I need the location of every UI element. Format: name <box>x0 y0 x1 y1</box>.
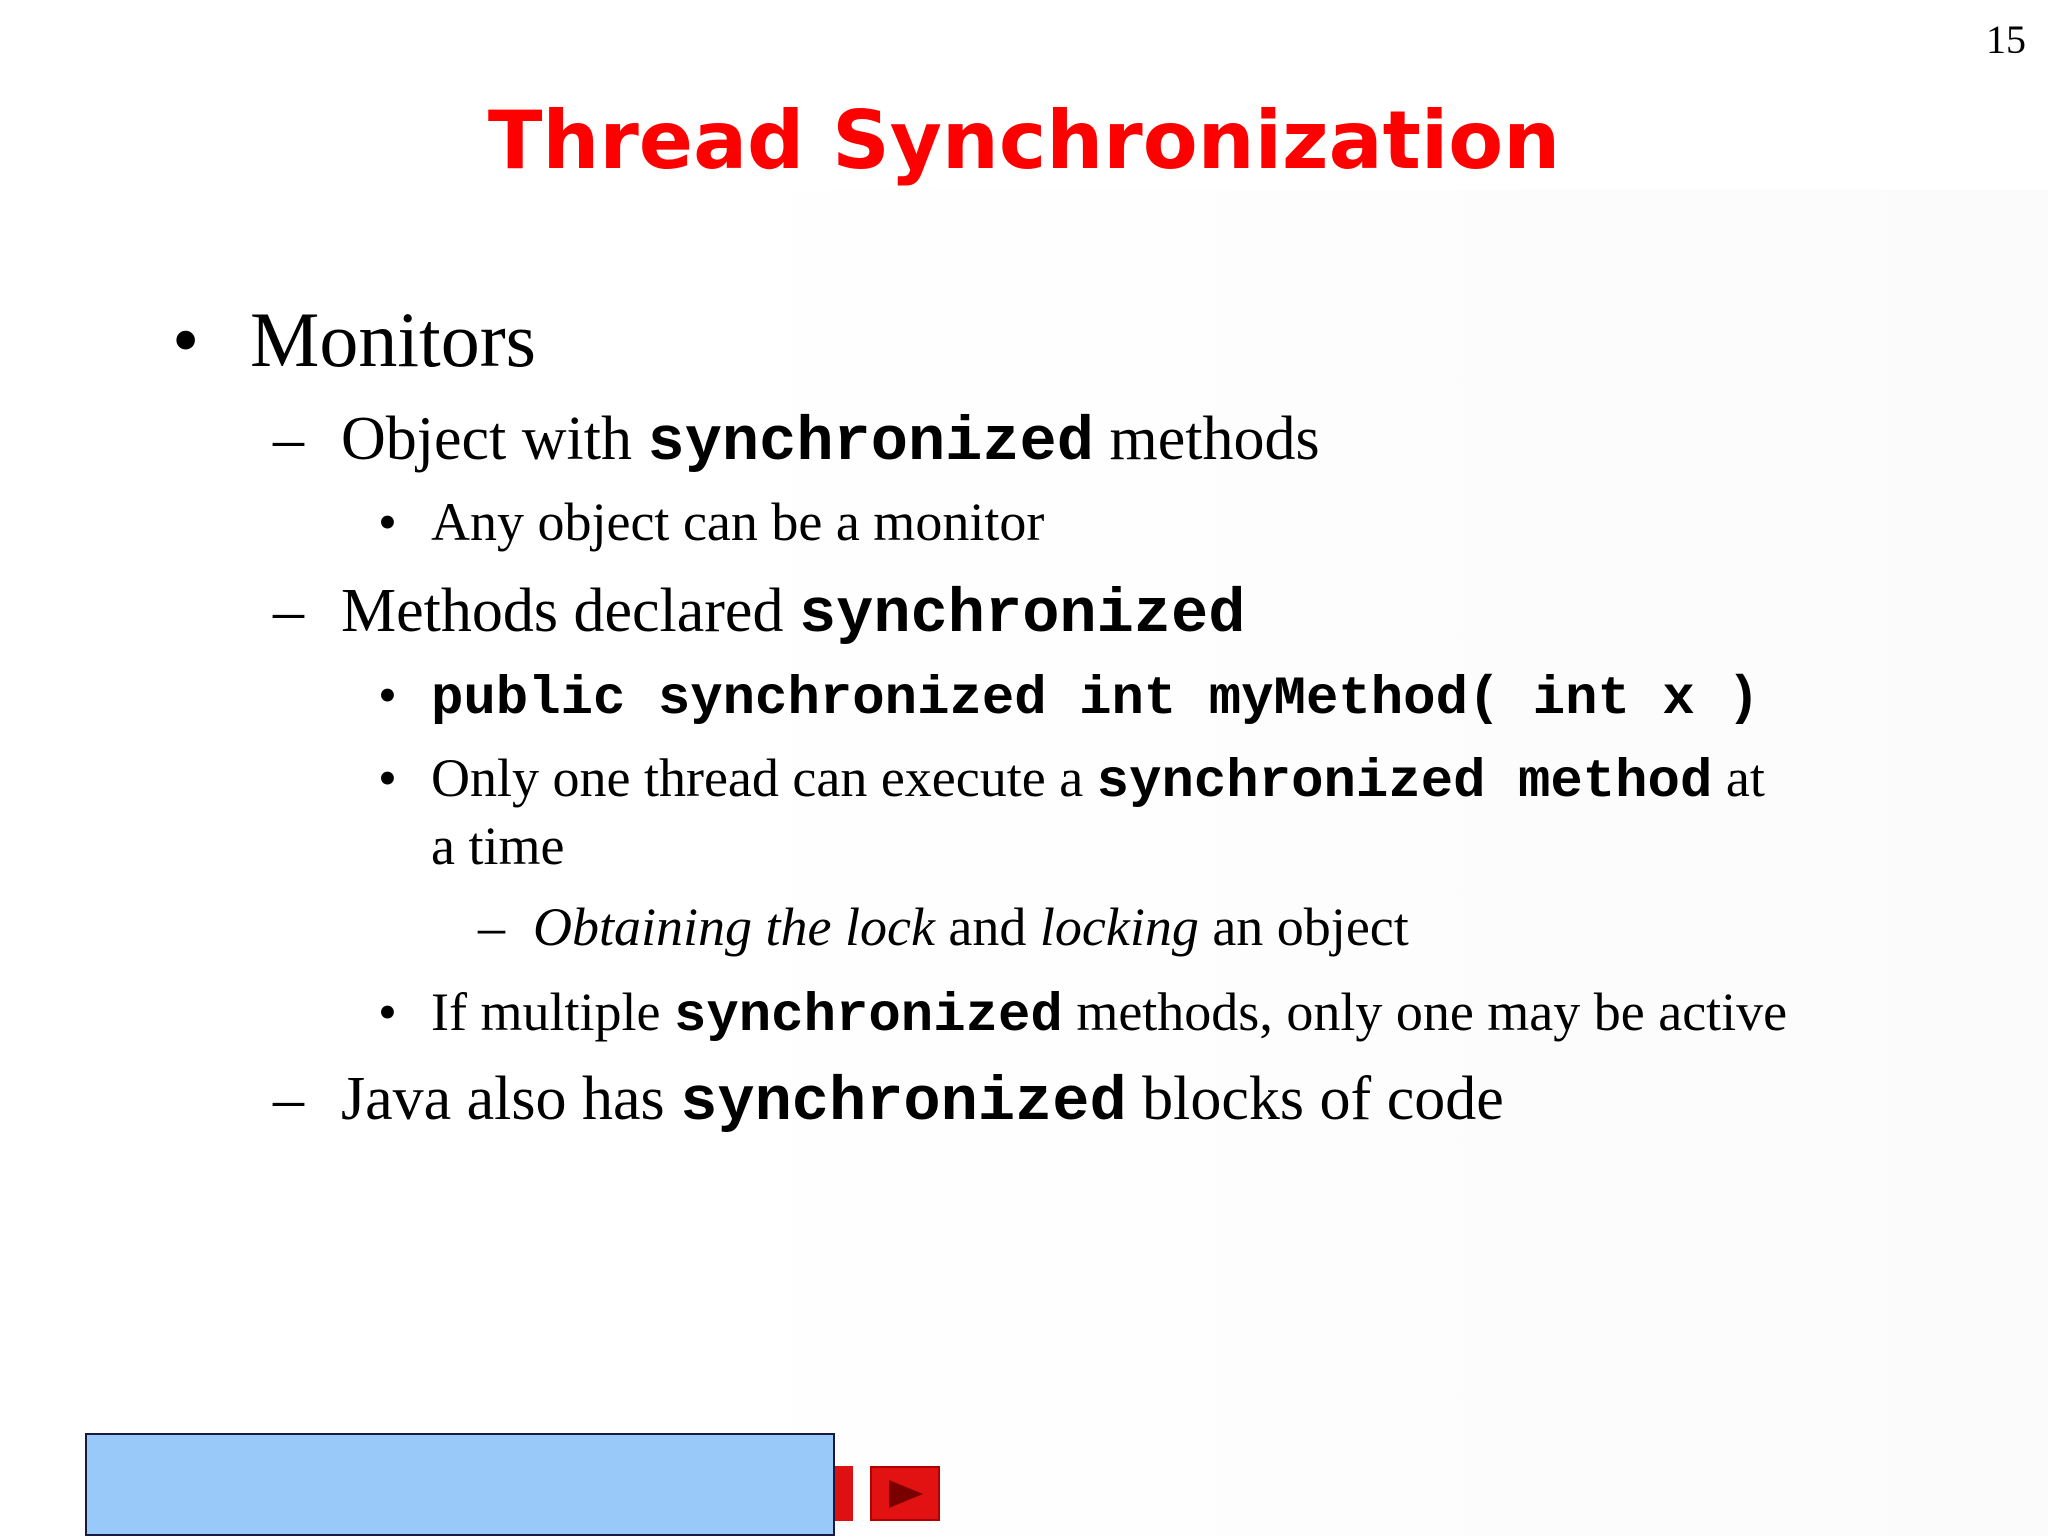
subsubitem-text: Only one thread can execute a <box>431 748 1097 808</box>
level4-text: and <box>934 897 1040 957</box>
subitem-text: Java also has <box>341 1065 681 1133</box>
subitem-java-blocks <box>273 1064 1504 1138</box>
slide-background <box>660 190 2048 1536</box>
page-number: 15 <box>1986 17 2026 62</box>
code-keyword: synchronized <box>647 407 1094 478</box>
blue-notes-box <box>85 1433 835 1536</box>
level4-text: an object <box>1198 897 1409 957</box>
emphasis-text: Obtaining the lock <box>533 897 935 957</box>
subsubitem-text: methods, only one may be active <box>1062 982 1788 1042</box>
subsubitem-only-one-thread <box>378 747 1765 813</box>
subsubitem-only-one-thread-continued <box>431 815 564 877</box>
code-keyword: synchronized method <box>1096 752 1713 813</box>
bullet-marker: • <box>172 296 200 383</box>
subitem-methods-declared <box>273 576 1245 650</box>
play-right-icon <box>883 1477 927 1511</box>
bullet-marker: • <box>378 665 397 725</box>
subsubitem-text: at <box>1712 748 1765 808</box>
bullet-marker: • <box>378 982 397 1042</box>
subsubitem-code-signature <box>378 664 1760 730</box>
bullet-text: Monitors <box>250 296 537 383</box>
subsubitem-text: If multiple <box>431 982 674 1042</box>
subitem-text: blocks of code <box>1126 1065 1504 1133</box>
code-signature: public synchronized int myMethod( int x ) <box>431 669 1760 730</box>
subitem-object-with-synchronized <box>273 404 1320 478</box>
subitem-text: Object with <box>341 405 648 473</box>
subsubitem-any-object <box>378 491 1044 553</box>
emphasis-text: locking <box>1039 897 1199 957</box>
subitem-text: Methods declared <box>341 577 799 645</box>
bullet-marker: • <box>378 492 397 552</box>
slide-title: Thread Synchronization <box>487 94 1561 187</box>
code-keyword: synchronized <box>798 579 1246 650</box>
nav-previous-button[interactable] <box>835 1466 853 1521</box>
dash-marker: – <box>273 577 304 645</box>
subsubitem-text: Any object can be a monitor <box>431 492 1045 552</box>
subsubitem-text: a time <box>431 816 565 876</box>
nav-next-button[interactable] <box>870 1466 940 1521</box>
code-keyword: synchronized <box>673 986 1063 1047</box>
bullet-marker: • <box>378 748 397 808</box>
subitem-text: methods <box>1093 405 1320 473</box>
bullet-monitors <box>172 295 536 385</box>
level4-obtaining-lock <box>478 896 1409 958</box>
dash-marker: – <box>478 897 505 957</box>
subsubitem-if-multiple <box>378 981 1787 1047</box>
code-keyword: synchronized <box>680 1067 1127 1138</box>
dash-marker: – <box>273 1065 304 1133</box>
dash-marker: – <box>273 405 304 473</box>
